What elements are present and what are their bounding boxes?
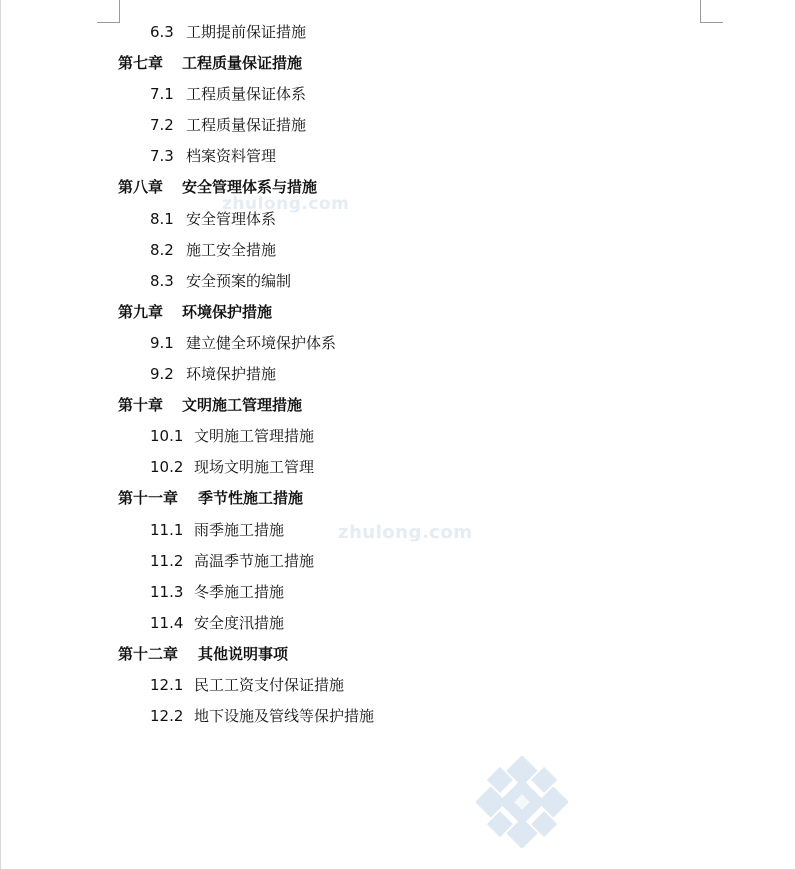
toc-entry-title: 建立健全环境保护体系: [186, 333, 337, 352]
toc-chapter-row[interactable]: [0, 483, 795, 514]
toc-section-row[interactable]: [0, 17, 795, 48]
toc-entry-number: 11.1: [150, 520, 184, 539]
toc-entry-number: 第十一章: [118, 489, 179, 508]
toc-entry-title: 雨季施工措施: [194, 520, 285, 539]
toc-chapter-row[interactable]: [0, 639, 795, 670]
toc-chapter-row[interactable]: [0, 297, 795, 328]
toc-entry-number: 第十章: [118, 396, 164, 415]
toc-entry-title: 安全度汛措施: [194, 613, 285, 632]
toc-entry-number: 7.1: [150, 85, 174, 104]
toc-entry-title: 其他说明事项: [198, 644, 289, 663]
toc-entry-number: 12.1: [150, 675, 184, 694]
toc-entry-title: 工程质量保证措施: [182, 54, 303, 73]
toc-section-row[interactable]: [0, 577, 795, 608]
toc-entry-number: 12.2: [150, 707, 184, 726]
toc-section-row[interactable]: [0, 421, 795, 452]
toc-entry-title: 地下设施及管线等保护措施: [194, 707, 375, 726]
toc-entry-title: 施工安全措施: [186, 240, 277, 259]
flower-logo-icon: [476, 756, 568, 848]
toc-section-row[interactable]: [0, 452, 795, 483]
toc-chapter-row[interactable]: [0, 390, 795, 421]
watermark-text-1: zhulong.com: [222, 194, 350, 214]
toc-section-row[interactable]: [0, 141, 795, 172]
toc-section-row[interactable]: [0, 110, 795, 141]
toc-chapter-row[interactable]: [0, 48, 795, 79]
toc-entry-number: 8.3: [150, 271, 174, 290]
toc-entry-title: 现场文明施工管理: [194, 458, 315, 477]
toc-entry-number: 8.2: [150, 240, 174, 259]
toc-entry-number: 第七章: [118, 54, 164, 73]
toc-entry-title: 文明施工管理措施: [194, 427, 315, 446]
toc-entry-number: 11.2: [150, 551, 184, 570]
table-of-contents: [0, 17, 795, 732]
toc-entry-number: 第十二章: [118, 644, 179, 663]
toc-entry-number: 10.2: [150, 458, 184, 477]
toc-entry-title: 环境保护措施: [186, 365, 277, 384]
toc-section-row[interactable]: [0, 608, 795, 639]
toc-entry-number: 第九章: [118, 302, 164, 321]
toc-entry-number: 8.1: [150, 209, 174, 228]
toc-chapter-row[interactable]: [0, 172, 795, 203]
watermark-text-2: zhulong.com: [338, 522, 473, 543]
toc-entry-title: 冬季施工措施: [194, 582, 285, 601]
toc-entry-title: 文明施工管理措施: [182, 396, 303, 415]
toc-entry-title: 安全管理体系: [186, 209, 277, 228]
toc-entry-title: 安全管理体系与措施: [182, 178, 318, 197]
toc-entry-number: 7.2: [150, 116, 174, 135]
toc-entry-title: 季节性施工措施: [198, 489, 304, 508]
toc-entry-title: 工程质量保证体系: [186, 85, 307, 104]
toc-entry-title: 民工工资支付保证措施: [194, 675, 345, 694]
toc-section-row[interactable]: [0, 670, 795, 701]
toc-entry-title: 安全预案的编制: [186, 271, 292, 290]
toc-entry-number: 9.2: [150, 365, 174, 384]
toc-section-row[interactable]: [0, 266, 795, 297]
toc-section-row[interactable]: [0, 204, 795, 235]
toc-entry-title: 高温季节施工措施: [194, 551, 315, 570]
toc-entry-number: 11.4: [150, 613, 184, 632]
toc-entry-number: 9.1: [150, 333, 174, 352]
toc-section-row[interactable]: [0, 235, 795, 266]
toc-entry-number: 10.1: [150, 427, 184, 446]
toc-entry-title: 环境保护措施: [182, 302, 273, 321]
toc-entry-number: 7.3: [150, 147, 174, 166]
toc-section-row[interactable]: [0, 359, 795, 390]
toc-section-row[interactable]: [0, 328, 795, 359]
toc-entry-number: 第八章: [118, 178, 164, 197]
toc-entry-number: 6.3: [150, 23, 174, 41]
toc-section-row[interactable]: [0, 515, 795, 546]
toc-entry-number: 11.3: [150, 582, 184, 601]
toc-entry-title: 档案资料管理: [186, 147, 277, 166]
toc-entry-title: 工程质量保证措施: [186, 116, 307, 135]
toc-section-row[interactable]: [0, 79, 795, 110]
toc-section-row[interactable]: [0, 546, 795, 577]
toc-entry-title: 工期提前保证措施: [186, 23, 307, 41]
toc-section-row[interactable]: [0, 701, 795, 732]
